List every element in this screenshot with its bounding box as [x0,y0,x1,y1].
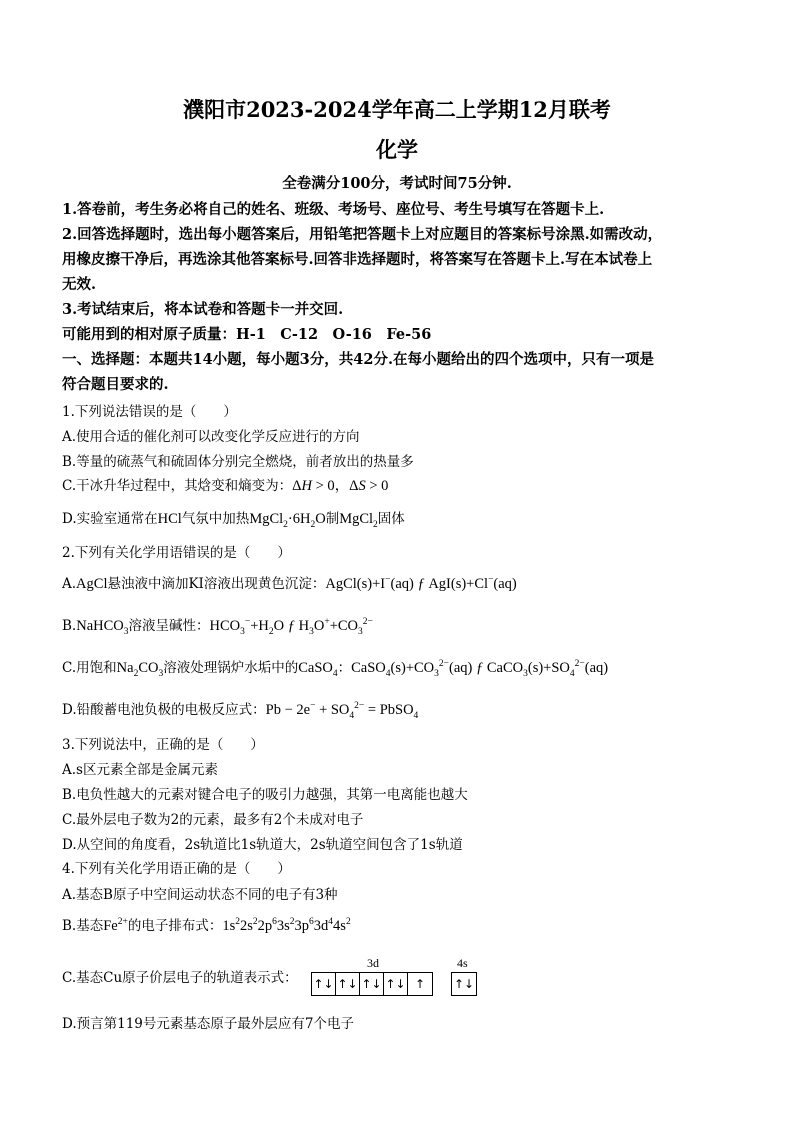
instruction-3: 3.考试结束后，将本试卷和答题卡一并交回. [62,301,344,318]
orbital-box-single: ↑ [414,977,426,991]
q2-option-c: C.用饱和$Na_2CO_3$溶液处理锅炉水垢中的CaSO$_4$：$CaSO_4(s)+CO_3^{2-}(aq)$ ƒ $CaCO_3(s)+SO_4^{2-}(aq)$ [62,659,609,679]
orbital-box-paired: ↑↓ [312,973,336,995]
q3-option-d: D.从空间的角度看，2s轨道比1s轨道大，2s轨道空间包含了1s轨道 [62,837,463,853]
q2-option-a: A.AgCl悬浊液中滴加KI溶液出现黄色沉淀：AgCl(s)+I−(aq) ƒ AgI(s)+Cl−(aq) [62,575,517,592]
q1-option-a: A.使用合适的催化剂可以改变化学反应进行的方向 [62,429,360,445]
score-time-note: 全卷满分100分，考试时间75分钟. [282,175,512,192]
q3-option-b: B.电负性越大的元素对键合电子的吸引力越强，其第一电离能也越大 [62,787,468,803]
q4-option-a: A.基态B原子中空间运动状态不同的电子有3种 [62,887,338,903]
q1-stem: 1.下列说法错误的是（ ） [62,404,237,420]
orbital-box-paired: ↑↓ [384,973,408,995]
instruction-2: 2.回答选择题时，选出每小题答案后，用铅笔把答题卡上对应题目的答案标号涂黑.如需改动， [62,226,663,243]
orbital-label-4s: 4s [457,956,468,970]
instruction-2-end: 无效. [62,276,97,293]
q1-option-c: C.干冰升华过程中，其焓变和熵变为：ΔH > 0，ΔS > 0 [62,478,389,494]
orbital-box-paired: ↑↓ [336,973,360,995]
q2-stem: 2.下列有关化学用语错误的是（ ） [62,545,291,561]
atomic-masses: 可能用到的相对原子质量：H-1 C-12 O-16 Fe-56 [62,326,432,343]
section-heading: 一、选择题：本题共14小题，每小题3分，共42分.在每小题给出的四个选项中，只有一项是 [62,351,654,368]
q1-option-b: B.等量的硫蒸气和硫固体分别完全燃烧，前者放出的热量多 [62,454,414,470]
q4-stem: 4.下列有关化学用语正确的是（ ） [62,861,291,877]
instruction-1: 1.答卷前，考生务必将自己的姓名、班级、考场号、座位号、考生号填写在答题卡上. [62,201,605,218]
q4-option-d: D.预言第119号元素基态原子最外层应有7个电子 [62,1016,354,1032]
orbital-diagram-3d [311,972,433,996]
orbital-label-3d: 3d [367,956,379,970]
subject-title: 化学 [376,137,418,162]
q3-option-c: C.最外层电子数为2的元素，最多有2个未成对电子 [62,812,364,828]
q4-option-c: C.基态Cu原子价层电子的轨道表示式： [62,970,298,986]
instruction-2-cont: 用橡皮擦干净后，再选涂其他答案标号.回答非选择题时，将答案写在答题卡上.写在本试卷上 [62,251,653,268]
q3-stem: 3.下列说法中，正确的是（ ） [62,737,264,753]
section-heading-cont: 符合题目要求的. [62,376,169,393]
q2-option-d: D.铅酸蓄电池负极的电极反应式：$Pb - 2e^- + SO_4^{2-}$ = PbSO$_4$ [62,701,419,721]
orbital-diagram-4s [451,972,477,996]
q1-option-d: D.实验室通常在HCl气氛中加热$MgCl_2\cdot 6H_2O$制MgCl$_2$固体 [62,511,405,530]
q4-option-b: B.基态$Fe^{2+}$的电子排布式：$1s^22s^22p^63s^23p^63d^44s^2$ [62,917,351,934]
q3-option-a: A.s区元素全部是金属元素 [62,762,218,778]
q2-option-b: B.NaHCO$_3$溶液呈碱性：$HCO_3^-+H_2O$ ƒ $H_3O^++CO_3^{2-}$ [62,617,373,637]
page-title: 濮阳市2023-2024学年高二上学期12月联考 [183,97,611,122]
orbital-box-paired: ↑↓ [453,977,475,991]
orbital-box-paired: ↑↓ [360,973,384,995]
